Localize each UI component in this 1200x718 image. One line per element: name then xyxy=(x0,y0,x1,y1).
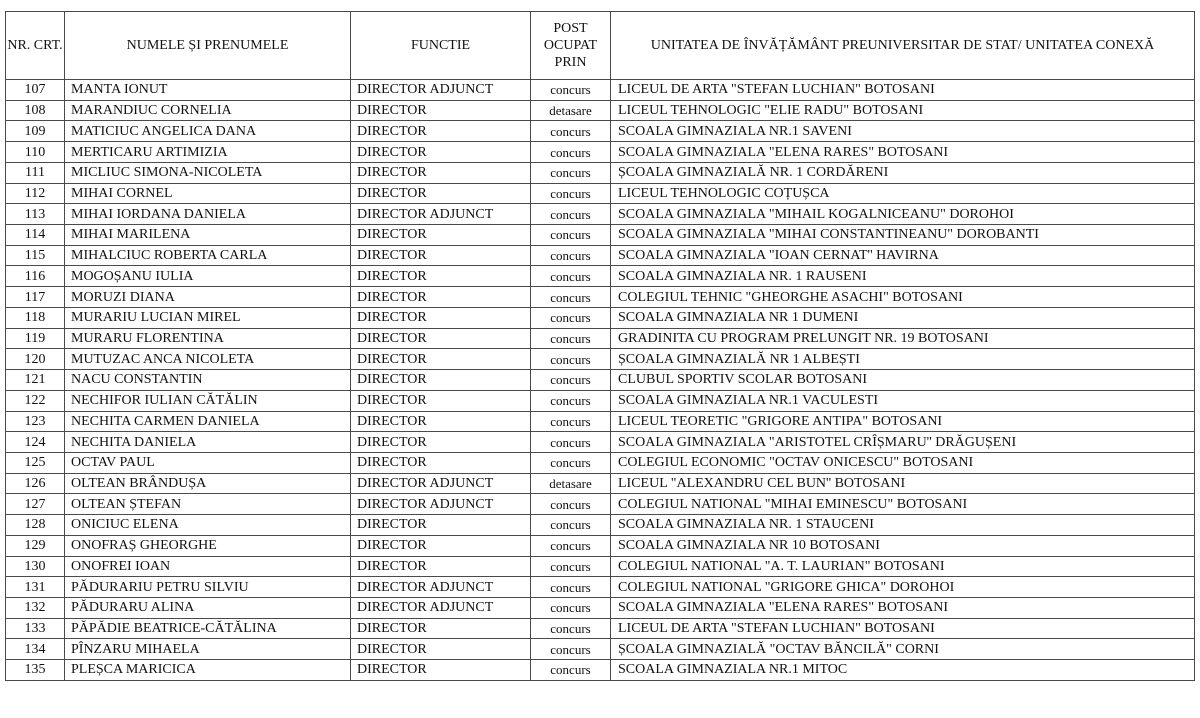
cell-nr: 108 xyxy=(6,100,65,121)
cell-nr: 124 xyxy=(6,432,65,453)
cell-nr: 118 xyxy=(6,307,65,328)
cell-post: concurs xyxy=(531,577,611,598)
cell-post: concurs xyxy=(531,432,611,453)
cell-name: PĂDURARIU PETRU SILVIU xyxy=(65,577,351,598)
table-row xyxy=(6,80,1195,101)
cell-nr: 120 xyxy=(6,349,65,370)
table-row xyxy=(6,494,1195,515)
table-row xyxy=(6,473,1195,494)
cell-post: concurs xyxy=(531,266,611,287)
header-name: NUMELE ȘI PRENUMELE xyxy=(65,12,351,80)
cell-post: concurs xyxy=(531,660,611,681)
cell-unit: COLEGIUL NATIONAL "MIHAI EMINESCU" BOTOSANI xyxy=(611,494,1195,515)
cell-nr: 131 xyxy=(6,577,65,598)
table-row xyxy=(6,432,1195,453)
cell-post: concurs xyxy=(531,390,611,411)
cell-name: MIHAI CORNEL xyxy=(65,183,351,204)
cell-function: DIRECTOR xyxy=(351,390,531,411)
cell-nr: 113 xyxy=(6,204,65,225)
cell-name: OLTEAN BRÂNDUȘA xyxy=(65,473,351,494)
table-row xyxy=(6,349,1195,370)
cell-post: concurs xyxy=(531,204,611,225)
cell-unit: LICEUL DE ARTA "STEFAN LUCHIAN" BOTOSANI xyxy=(611,80,1195,101)
cell-function: DIRECTOR ADJUNCT xyxy=(351,80,531,101)
cell-function: DIRECTOR xyxy=(351,411,531,432)
cell-post: concurs xyxy=(531,225,611,246)
cell-unit: LICEUL DE ARTA "STEFAN LUCHIAN" BOTOSANI xyxy=(611,618,1195,639)
cell-post: concurs xyxy=(531,245,611,266)
table-row xyxy=(6,225,1195,246)
cell-unit: COLEGIUL ECONOMIC "OCTAV ONICESCU" BOTOSANI xyxy=(611,452,1195,473)
table-row xyxy=(6,266,1195,287)
cell-function: DIRECTOR xyxy=(351,618,531,639)
table-row xyxy=(6,452,1195,473)
directors-table xyxy=(5,11,1195,681)
cell-name: ONOFRAȘ GHEORGHE xyxy=(65,535,351,556)
cell-post: concurs xyxy=(531,370,611,391)
cell-function: DIRECTOR xyxy=(351,287,531,308)
cell-function: DIRECTOR ADJUNCT xyxy=(351,473,531,494)
cell-function: DIRECTOR xyxy=(351,266,531,287)
cell-post: detasare xyxy=(531,100,611,121)
cell-name: MORUZI DIANA xyxy=(65,287,351,308)
table-row xyxy=(6,411,1195,432)
cell-function: DIRECTOR xyxy=(351,142,531,163)
cell-name: NECHITA CARMEN DANIELA xyxy=(65,411,351,432)
cell-post: concurs xyxy=(531,349,611,370)
cell-name: PĂDURARU ALINA xyxy=(65,597,351,618)
cell-nr: 130 xyxy=(6,556,65,577)
cell-nr: 112 xyxy=(6,183,65,204)
table-row xyxy=(6,618,1195,639)
cell-nr: 115 xyxy=(6,245,65,266)
cell-function: DIRECTOR xyxy=(351,100,531,121)
cell-name: NECHITA DANIELA xyxy=(65,432,351,453)
cell-unit: COLEGIUL TEHNIC "GHEORGHE ASACHI" BOTOSANI xyxy=(611,287,1195,308)
cell-function: DIRECTOR xyxy=(351,307,531,328)
cell-function: DIRECTOR ADJUNCT xyxy=(351,577,531,598)
cell-unit: COLEGIUL NATIONAL "GRIGORE GHICA" DOROHOI xyxy=(611,577,1195,598)
cell-function: DIRECTOR xyxy=(351,162,531,183)
cell-post: concurs xyxy=(531,121,611,142)
cell-nr: 133 xyxy=(6,618,65,639)
cell-unit: SCOALA GIMNAZIALA NR.1 SAVENI xyxy=(611,121,1195,142)
cell-post: concurs xyxy=(531,142,611,163)
cell-name: PÎNZARU MIHAELA xyxy=(65,639,351,660)
cell-nr: 116 xyxy=(6,266,65,287)
cell-unit: LICEUL TEHNOLOGIC COȚUȘCA xyxy=(611,183,1195,204)
cell-post: concurs xyxy=(531,287,611,308)
cell-name: MANTA IONUT xyxy=(65,80,351,101)
cell-unit: COLEGIUL NATIONAL "A. T. LAURIAN" BOTOSANI xyxy=(611,556,1195,577)
cell-nr: 117 xyxy=(6,287,65,308)
cell-nr: 114 xyxy=(6,225,65,246)
table-row xyxy=(6,639,1195,660)
table-row xyxy=(6,183,1195,204)
cell-function: DIRECTOR xyxy=(351,639,531,660)
table-row xyxy=(6,307,1195,328)
table-row xyxy=(6,121,1195,142)
cell-name: MATICIUC ANGELICA DANA xyxy=(65,121,351,142)
table-row xyxy=(6,100,1195,121)
cell-name: PĂPĂDIE BEATRICE-CĂTĂLINA xyxy=(65,618,351,639)
cell-function: DIRECTOR xyxy=(351,515,531,536)
cell-nr: 111 xyxy=(6,162,65,183)
table-row xyxy=(6,577,1195,598)
cell-unit: LICEUL TEORETIC "GRIGORE ANTIPA" BOTOSANI xyxy=(611,411,1195,432)
cell-name: PLEȘCA MARICICA xyxy=(65,660,351,681)
cell-unit: SCOALA GIMNAZIALA "IOAN CERNAT'' HAVIRNA xyxy=(611,245,1195,266)
cell-name: OCTAV PAUL xyxy=(65,452,351,473)
cell-function: DIRECTOR xyxy=(351,328,531,349)
cell-nr: 132 xyxy=(6,597,65,618)
cell-function: DIRECTOR xyxy=(351,121,531,142)
table-row xyxy=(6,142,1195,163)
cell-function: DIRECTOR xyxy=(351,452,531,473)
cell-nr: 125 xyxy=(6,452,65,473)
cell-name: MIHAI MARILENA xyxy=(65,225,351,246)
cell-name: MICLIUC SIMONA-NICOLETA xyxy=(65,162,351,183)
cell-unit: SCOALA GIMNAZIALA "ELENA RARES" BOTOSANI xyxy=(611,597,1195,618)
cell-function: DIRECTOR xyxy=(351,660,531,681)
table-row xyxy=(6,162,1195,183)
cell-post: concurs xyxy=(531,639,611,660)
cell-nr: 127 xyxy=(6,494,65,515)
cell-function: DIRECTOR xyxy=(351,432,531,453)
cell-name: MARANDIUC CORNELIA xyxy=(65,100,351,121)
cell-nr: 135 xyxy=(6,660,65,681)
cell-unit: ȘCOALA GIMNAZIALĂ "OCTAV BĂNCILĂ" CORNI xyxy=(611,639,1195,660)
cell-function: DIRECTOR xyxy=(351,225,531,246)
cell-function: DIRECTOR xyxy=(351,183,531,204)
cell-nr: 119 xyxy=(6,328,65,349)
cell-unit: ȘCOALA GIMNAZIALĂ NR 1 ALBEȘTI xyxy=(611,349,1195,370)
table-header-row xyxy=(6,12,1195,80)
cell-post: concurs xyxy=(531,183,611,204)
cell-post: concurs xyxy=(531,618,611,639)
cell-name: MUTUZAC ANCA NICOLETA xyxy=(65,349,351,370)
cell-nr: 122 xyxy=(6,390,65,411)
cell-post: concurs xyxy=(531,535,611,556)
table-row xyxy=(6,556,1195,577)
cell-nr: 109 xyxy=(6,121,65,142)
cell-post: concurs xyxy=(531,556,611,577)
cell-post: concurs xyxy=(531,411,611,432)
cell-unit: CLUBUL SPORTIV SCOLAR BOTOSANI xyxy=(611,370,1195,391)
table-row xyxy=(6,245,1195,266)
cell-function: DIRECTOR xyxy=(351,535,531,556)
cell-post: concurs xyxy=(531,307,611,328)
header-unit: UNITATEA DE ÎNVĂȚĂMÂNT PREUNIVERSITAR DE STAT/ UNITATEA CONEXĂ xyxy=(611,12,1195,80)
cell-nr: 126 xyxy=(6,473,65,494)
cell-name: NECHIFOR IULIAN CĂTĂLIN xyxy=(65,390,351,411)
cell-name: MOGOȘANU IULIA xyxy=(65,266,351,287)
header-function: FUNCTIE xyxy=(351,12,531,80)
cell-function: DIRECTOR ADJUNCT xyxy=(351,204,531,225)
cell-unit: ȘCOALA GIMNAZIALĂ NR. 1 CORDĂRENI xyxy=(611,162,1195,183)
cell-name: MERTICARU ARTIMIZIA xyxy=(65,142,351,163)
cell-unit: LICEUL "ALEXANDRU CEL BUN'' BOTOSANI xyxy=(611,473,1195,494)
cell-unit: GRADINITA CU PROGRAM PRELUNGIT NR. 19 BOTOSANI xyxy=(611,328,1195,349)
table-row xyxy=(6,328,1195,349)
cell-nr: 134 xyxy=(6,639,65,660)
cell-unit: SCOALA GIMNAZIALA NR. 1 STAUCENI xyxy=(611,515,1195,536)
cell-unit: SCOALA GIMNAZIALA "MIHAIL KOGALNICEANU" DOROHOI xyxy=(611,204,1195,225)
cell-function: DIRECTOR ADJUNCT xyxy=(351,597,531,618)
cell-nr: 128 xyxy=(6,515,65,536)
cell-unit: SCOALA GIMNAZIALA NR.1 VACULESTI xyxy=(611,390,1195,411)
cell-post: concurs xyxy=(531,452,611,473)
cell-nr: 129 xyxy=(6,535,65,556)
cell-unit: SCOALA GIMNAZIALA "ELENA RARES" BOTOSANI xyxy=(611,142,1195,163)
cell-function: DIRECTOR xyxy=(351,349,531,370)
cell-function: DIRECTOR xyxy=(351,370,531,391)
cell-name: MIHALCIUC ROBERTA CARLA xyxy=(65,245,351,266)
table-row xyxy=(6,370,1195,391)
table-row xyxy=(6,515,1195,536)
cell-unit: SCOALA GIMNAZIALA NR. 1 RAUSENI xyxy=(611,266,1195,287)
cell-name: MURARIU LUCIAN MIREL xyxy=(65,307,351,328)
table-row xyxy=(6,390,1195,411)
cell-nr: 110 xyxy=(6,142,65,163)
cell-unit: LICEUL TEHNOLOGIC "ELIE RADU" BOTOSANI xyxy=(611,100,1195,121)
cell-unit: SCOALA GIMNAZIALA NR.1 MITOC xyxy=(611,660,1195,681)
cell-post: concurs xyxy=(531,162,611,183)
table-row xyxy=(6,660,1195,681)
table-body xyxy=(6,80,1195,681)
cell-name: OLTEAN ȘTEFAN xyxy=(65,494,351,515)
cell-name: MIHAI IORDANA DANIELA xyxy=(65,204,351,225)
cell-post: detasare xyxy=(531,473,611,494)
cell-function: DIRECTOR ADJUNCT xyxy=(351,494,531,515)
cell-nr: 121 xyxy=(6,370,65,391)
header-post: POST OCUPAT PRIN xyxy=(531,12,611,80)
cell-post: concurs xyxy=(531,80,611,101)
cell-post: concurs xyxy=(531,328,611,349)
cell-unit: SCOALA GIMNAZIALA "ARISTOTEL CRÎȘMARU'' DRĂGUȘENI xyxy=(611,432,1195,453)
cell-unit: SCOALA GIMNAZIALA NR 10 BOTOSANI xyxy=(611,535,1195,556)
cell-unit: SCOALA GIMNAZIALA NR 1 DUMENI xyxy=(611,307,1195,328)
cell-name: ONOFREI IOAN xyxy=(65,556,351,577)
table-row xyxy=(6,597,1195,618)
cell-function: DIRECTOR xyxy=(351,245,531,266)
header-nr: NR. CRT. xyxy=(6,12,65,80)
table-row xyxy=(6,204,1195,225)
cell-unit: SCOALA GIMNAZIALA "MIHAI CONSTANTINEANU" DOROBANTI xyxy=(611,225,1195,246)
cell-post: concurs xyxy=(531,494,611,515)
cell-name: NACU CONSTANTIN xyxy=(65,370,351,391)
cell-nr: 123 xyxy=(6,411,65,432)
table-row xyxy=(6,287,1195,308)
cell-nr: 107 xyxy=(6,80,65,101)
cell-function: DIRECTOR xyxy=(351,556,531,577)
cell-post: concurs xyxy=(531,597,611,618)
table-row xyxy=(6,535,1195,556)
cell-name: MURARU FLORENTINA xyxy=(65,328,351,349)
cell-name: ONICIUC ELENA xyxy=(65,515,351,536)
cell-post: concurs xyxy=(531,515,611,536)
